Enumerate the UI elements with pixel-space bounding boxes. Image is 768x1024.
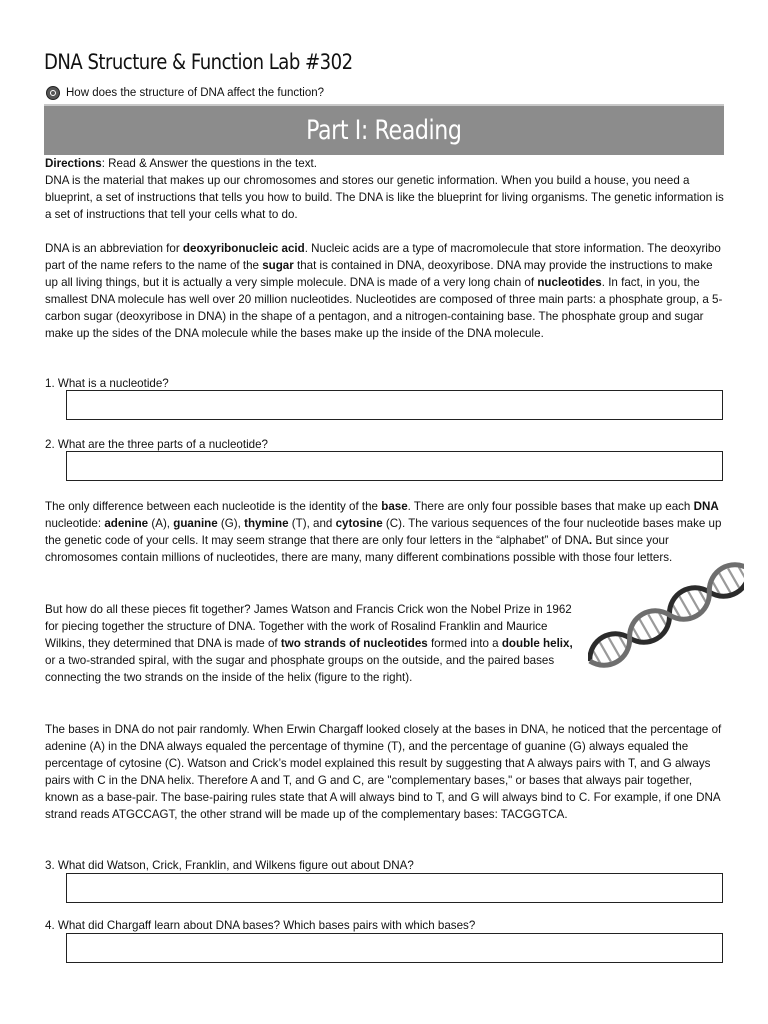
dna-helix-icon — [588, 558, 744, 676]
page-title: DNA Structure & Function Lab #302 — [44, 50, 353, 74]
paragraph-watson-crick: But how do all these pieces fit together? James Watson and Francis Crick won the Nobel Prize in 1962 for piecing together the structure of DNA. Together with the work of Rosalind Franklin and Maurice Wilkins, they determined that DNA is made of two strands of nucleotides formed into a double helix, or a two-stranded spiral, with the sugar and phosphate groups on the outside, and the paired bases connecting the two strands on the inside of the helix (figure to the right). — [45, 603, 573, 684]
answer-box-3[interactable] — [66, 873, 723, 903]
essential-question-text: How does the structure of DNA affect the function? — [66, 87, 325, 99]
section-banner — [44, 104, 724, 155]
answer-box-4[interactable] — [66, 933, 723, 963]
question-4: 4. What did Chargaff learn about DNA bases? Which bases pairs with which bases? — [45, 919, 476, 932]
answer-box-1[interactable] — [66, 390, 723, 420]
target-icon — [46, 86, 60, 100]
directions-text: : Read & Answer the questions in the text. — [101, 157, 317, 170]
essential-question — [46, 84, 324, 102]
intro-paragraph — [45, 155, 725, 223]
paragraph-bases: The only difference between each nucleotide is the identity of the base. There are only four possible bases that make up each DNA nucleotide: adenine (A), guanine (G), thymine (T), and cytosine (C). The various sequences of the four nucleotide bases make up the genetic code of your cells. It may seem strange that there are only four letters in the “alphabet” of DNA. But since your chromosomes contain millions of nucleotides, there are many, many different combinations possible with those four letters. — [45, 500, 722, 564]
paragraph-chargaff: The bases in DNA do not pair randomly. When Erwin Chargaff looked closely at the bases in DNA, he noticed that the percentage of adenine (A) in the DNA always equaled the percentage of thymine (T), and the percentage of guanine (G) always equaled the percentage of cytosine (C). Watson and Crick’s model explained this result by suggesting that A always pairs with T, and G always pairs with C in the DNA helix. Therefore A and T, and G and C, are "complementary bases," or bases that always pair together, known as a base-pair. The base-pairing rules state that A will always bind to T, and G will always bind to C. For example, if one DNA strand reads ATGCCAGT, the other strand will be made up of the complementary bases: TACGGTCA. — [45, 723, 722, 821]
banner-title: Part I: Reading — [306, 115, 462, 146]
intro-text: DNA is the material that makes up our chromosomes and stores our genetic information. When you build a house, you need a blueprint, a set of instructions that tells you how to build. The DNA is like the blueprint for living organisms. The genetic information is a set of instructions that tell your cells what to do. — [45, 174, 724, 221]
directions-label: Directions — [45, 157, 102, 170]
question-3: 3. What did Watson, Crick, Franklin, and Wilkens figure out about DNA? — [45, 859, 414, 872]
paragraph-dna-definition: DNA is an abbreviation for deoxyribonucleic acid. Nucleic acids are a type of macromolecule that store information. The deoxyribo part of the name refers to the name of the sugar that is contained in DNA, deoxyribose. DNA may provide the instructions to make up all living things, but it is actually a very simple molecule. DNA is made of a very long chain of nucleotides. In fact, in you, the smallest DNA molecule has well over 20 million nucleotides. Nucleotides are composed of three main parts: a phosphate group, a 5-carbon sugar (deoxyribose in DNA) in the shape of a pentagon, and a nitrogen-containing base. The phosphate group and sugar make up the sides of the DNA molecule while the bases make up the inside of the DNA molecule. — [45, 242, 723, 340]
question-2: 2. What are the three parts of a nucleotide? — [45, 438, 268, 451]
answer-box-2[interactable] — [66, 451, 723, 481]
question-1: 1. What is a nucleotide? — [45, 377, 169, 390]
